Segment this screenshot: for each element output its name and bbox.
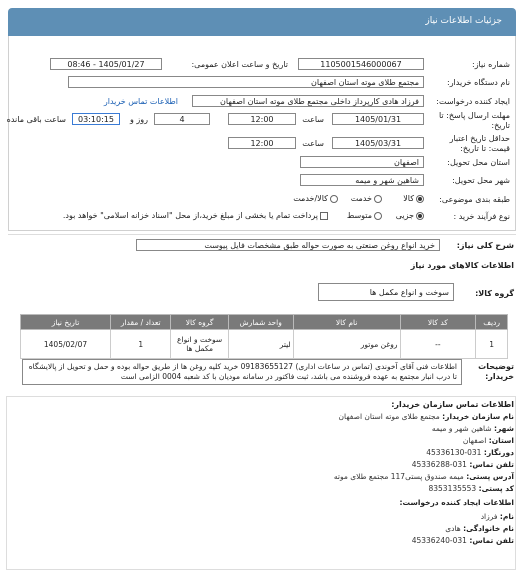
validity-time-label: ساعت xyxy=(302,139,324,148)
process-label: نوع فرآیند خرید : xyxy=(453,212,510,221)
contact-line: آدرس پستی: میمه صندوق پستی117 مجتمع طلای موته xyxy=(333,472,514,481)
col-name: نام کالا xyxy=(293,315,400,330)
treasury-payment-checkbox[interactable]: پرداخت تمام یا بخشی از مبلغ خرید،از محل "اسناد خزانه اسلامی" خواهد بود. xyxy=(63,211,328,220)
contact-line: تلفن تماس: 031-45336240 xyxy=(411,536,514,545)
radio-selected-icon xyxy=(416,212,424,220)
days-field: 4 xyxy=(154,113,210,125)
radio-icon xyxy=(374,212,382,220)
page-header xyxy=(8,8,516,36)
buyer-field: مجتمع طلای موته استان اصفهان xyxy=(68,76,424,88)
announce-field: 1405/01/27 - 08:46 xyxy=(50,58,162,70)
contact-line: نام: فرزاد xyxy=(480,512,514,521)
cell-row: 1 xyxy=(476,330,508,359)
buyer-contact-link[interactable]: اطلاعات تماس خریدار xyxy=(103,97,178,106)
checkbox-icon xyxy=(320,212,328,220)
table-row xyxy=(21,330,508,359)
radio-selected-icon xyxy=(416,195,424,203)
contact-line: نام سازمان خریدار: مجتمع طلای موته استان اصفهان xyxy=(338,412,514,421)
contact-line: تلفن تماس: 031-45336288 xyxy=(411,460,514,469)
goods-table xyxy=(20,314,508,359)
buyer-notes-label: توضیحات خریدار: xyxy=(478,362,514,381)
category-option-goods-service[interactable]: کالا/خدمت xyxy=(293,194,338,203)
province-label: استان محل تحویل: xyxy=(447,158,510,167)
contact-line: اطلاعات ایجاد کننده درخواست: xyxy=(399,498,514,507)
goods-group-field: سوخت و انواع مکمل ها xyxy=(318,283,454,301)
announce-label: تاریخ و ساعت اعلان عمومی: xyxy=(191,60,288,69)
deadline-time-label: ساعت xyxy=(302,115,324,124)
category-label: طبقه بندی موضوعی: xyxy=(439,195,510,204)
need-number-field: 1105001546000067 xyxy=(298,58,424,70)
validity-time-field: 12:00 xyxy=(228,137,296,149)
deadline-date-field: 1405/01/31 xyxy=(332,113,424,125)
buyer-label: نام دستگاه خریدار: xyxy=(447,78,510,87)
city-field: شاهین شهر و میمه xyxy=(300,174,424,186)
province-field: اصفهان xyxy=(300,156,424,168)
city-label: شهر محل تحویل: xyxy=(452,176,510,185)
cell-qty: 1 xyxy=(111,330,171,359)
days-label: روز و xyxy=(130,115,148,124)
goods-table-header xyxy=(21,315,508,330)
process-option-medium[interactable]: متوسط xyxy=(347,211,382,220)
creator-field: فرزاد هادی کارپرداز داخلی مجتمع طلای موته استان اصفهان xyxy=(192,95,424,107)
col-group: گروه کالا xyxy=(171,315,228,330)
col-qty: تعداد / مقدار xyxy=(111,315,171,330)
col-code: کد کالا xyxy=(400,315,476,330)
deadline-label-2: تاریخ: xyxy=(491,121,510,130)
validity-label: حداقل تاریخ اعتبار xyxy=(449,134,510,143)
contact-line: نام خانوادگی: هادی xyxy=(445,524,514,533)
summary-field: خرید انواع روغن صنعتی به صورت حواله طبق مشخصات فایل پیوست xyxy=(136,239,440,251)
validity-date-field: 1405/03/31 xyxy=(332,137,424,149)
radio-icon xyxy=(330,195,338,203)
summary-label: شرح کلی نیاز: xyxy=(456,241,514,250)
category-option-service[interactable]: خدمت xyxy=(351,194,382,203)
buyer-notes-field: اطلاعات فنی آقای آخوندی (تماس در ساعات اداری) 09183655127 خرید کلیه روغن ها از طریق حواله بوده و حمل و تحویل از پالایشگاه تا درب انبار مجتمع به عهده فروشنده می باشد، ثبت فاکتور در سامانه مودیان با کد شعبه 0004 الزامی است xyxy=(22,359,462,385)
contact-title: اطلاعات تماس سازمان خریدار: xyxy=(391,400,514,409)
goods-group-label: گروه کالا: xyxy=(475,289,514,298)
cell-unit: لیتر xyxy=(228,330,293,359)
col-row: ردیف xyxy=(476,315,508,330)
cell-name: روغن موتور xyxy=(293,330,400,359)
contact-line: دورنگار: 031-45336130 xyxy=(426,448,514,457)
deadline-time-field: 12:00 xyxy=(228,113,296,125)
remaining-time-field: 03:10:15 xyxy=(72,113,120,125)
deadline-label: مهلت ارسال پاسخ: تا xyxy=(438,111,510,120)
contact-line: کد پستی: 8353135553 xyxy=(428,484,514,493)
remaining-label: ساعت باقی مانده xyxy=(6,115,66,124)
contact-line: شهر: شاهین شهر و میمه xyxy=(431,424,514,433)
process-option-minor[interactable]: جزیی xyxy=(396,211,424,220)
contact-line: استان: اصفهان xyxy=(462,436,514,445)
col-date: تاریخ نیاز xyxy=(21,315,111,330)
need-number-label: شماره نیاز: xyxy=(472,60,510,69)
radio-icon xyxy=(374,195,382,203)
divider xyxy=(8,234,516,235)
page-title: جزئیات اطلاعات نیاز xyxy=(425,16,502,26)
validity-label-2: قیمت: تا تاریخ: xyxy=(460,144,510,153)
category-option-goods[interactable]: کالا xyxy=(403,194,424,203)
cell-date: 1405/02/07 xyxy=(21,330,111,359)
cell-code: -- xyxy=(400,330,476,359)
creator-label: ایجاد کننده درخواست: xyxy=(436,97,510,106)
col-unit: واحد شمارش xyxy=(228,315,293,330)
cell-group: سوخت و انواع مکمل ها xyxy=(171,330,228,359)
goods-section-title: اطلاعات کالاهای مورد نیاز xyxy=(410,261,514,270)
